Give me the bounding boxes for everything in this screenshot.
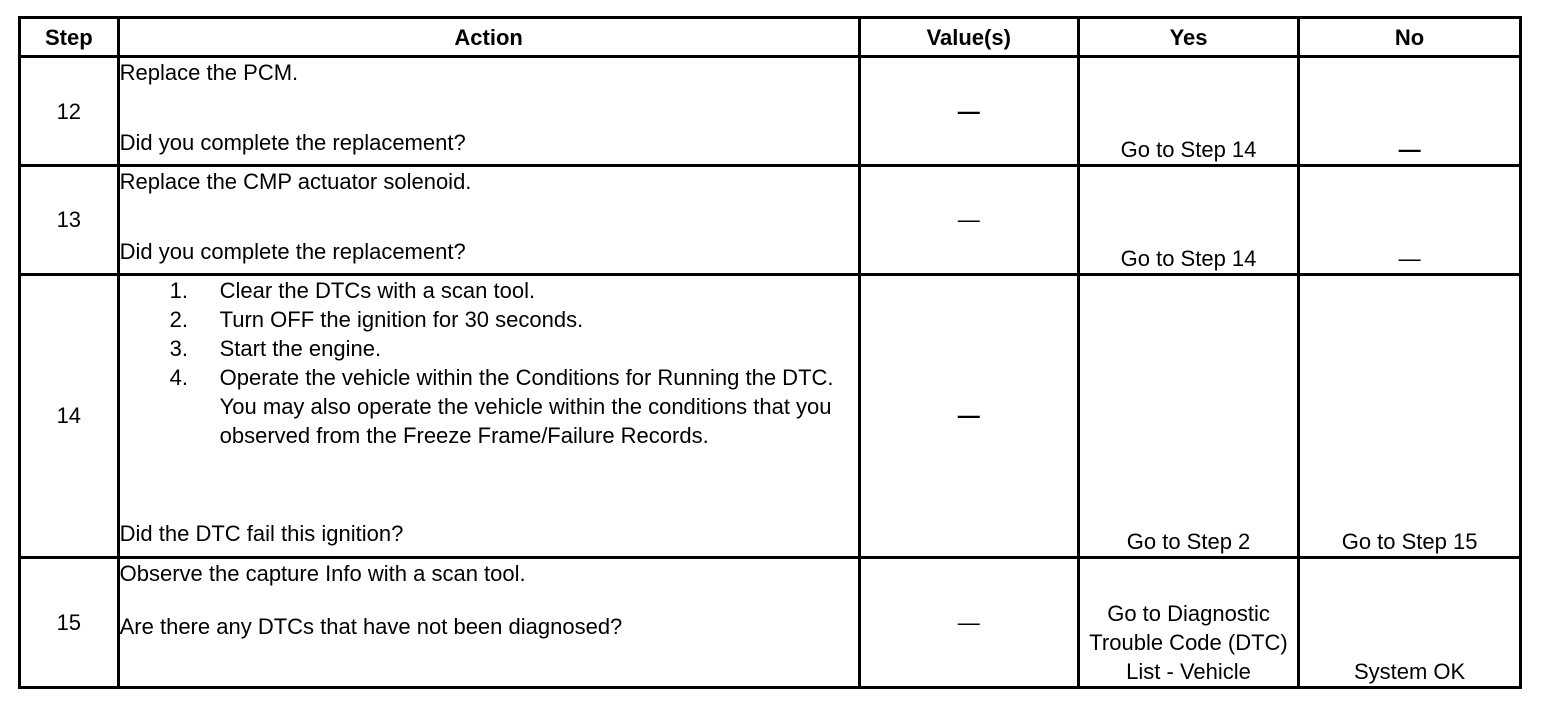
table-row: [21, 274, 1519, 557]
action-question: Did you complete the replacement?: [119, 238, 466, 264]
header-values: Value(s): [859, 19, 1078, 57]
header-step: Step: [21, 19, 118, 57]
list-item: [170, 276, 858, 305]
step-number: 15: [21, 557, 118, 686]
no-cell: System OK: [1299, 557, 1519, 686]
table-row: [21, 557, 1519, 686]
value-dash: —: [957, 403, 980, 429]
no-dash: —: [1398, 136, 1421, 162]
no-cell: [1299, 165, 1519, 274]
action-question: Did the DTC fail this ignition?: [119, 520, 404, 546]
list-item: [170, 363, 858, 450]
diagnostic-table: [21, 19, 1519, 686]
list-item-number: 3.: [169, 335, 188, 361]
list-item-text: Clear the DTCs with a scan tool.: [219, 277, 536, 303]
action-cell: [118, 57, 859, 166]
list-item-number: 1.: [169, 277, 188, 303]
no-cell: [1299, 57, 1519, 166]
action-cell: [118, 274, 859, 557]
header-no: No: [1299, 19, 1519, 57]
value-dash: —: [957, 609, 980, 635]
value-dash: —: [957, 98, 980, 124]
list-item: [170, 305, 858, 334]
diagnostic-table-frame: [18, 16, 1522, 689]
table-row: [21, 165, 1519, 274]
no-cell: Go to Step 15: [1299, 274, 1519, 557]
list-item-number: 2.: [169, 306, 188, 332]
yes-cell: Go to Diagnostic Trouble Code (DTC) List - Vehicle: [1078, 557, 1298, 686]
step-number: 13: [21, 165, 118, 274]
action-instruction: Replace the CMP actuator solenoid.: [119, 168, 472, 194]
action-question: Did you complete the replacement?: [119, 130, 466, 156]
value-cell: [859, 274, 1078, 557]
value-cell: [859, 557, 1078, 686]
header-row: [21, 19, 1519, 57]
list-item-text: Operate the vehicle within the Conditions for Running the DTC. You may also operate the vehicle within the conditions that you observed from the Freeze Frame/Failure Records.: [219, 364, 834, 448]
value-cell: [859, 165, 1078, 274]
action-cell: [118, 557, 859, 686]
action-steps-list: [120, 276, 858, 450]
list-item: [170, 334, 858, 363]
step-number: 14: [21, 274, 118, 557]
list-item-number: 4.: [169, 364, 188, 390]
header-action: Action: [118, 19, 859, 57]
action-question: Are there any DTCs that have not been diagnosed?: [119, 613, 623, 639]
no-dash: —: [1398, 245, 1421, 271]
value-cell: [859, 57, 1078, 166]
value-dash: —: [957, 207, 980, 233]
yes-cell: Go to Step 2: [1078, 274, 1298, 557]
step-number: 12: [21, 57, 118, 166]
table-row: [21, 57, 1519, 166]
action-cell: [118, 165, 859, 274]
header-yes: Yes: [1078, 19, 1298, 57]
list-item-text: Turn OFF the ignition for 30 seconds.: [219, 306, 584, 332]
action-instruction: Replace the PCM.: [119, 60, 299, 86]
yes-cell: Go to Step 14: [1078, 165, 1298, 274]
yes-cell: Go to Step 14: [1078, 57, 1298, 166]
action-instruction: Observe the capture Info with a scan tool.: [119, 560, 526, 586]
list-item-text: Start the engine.: [219, 335, 382, 361]
